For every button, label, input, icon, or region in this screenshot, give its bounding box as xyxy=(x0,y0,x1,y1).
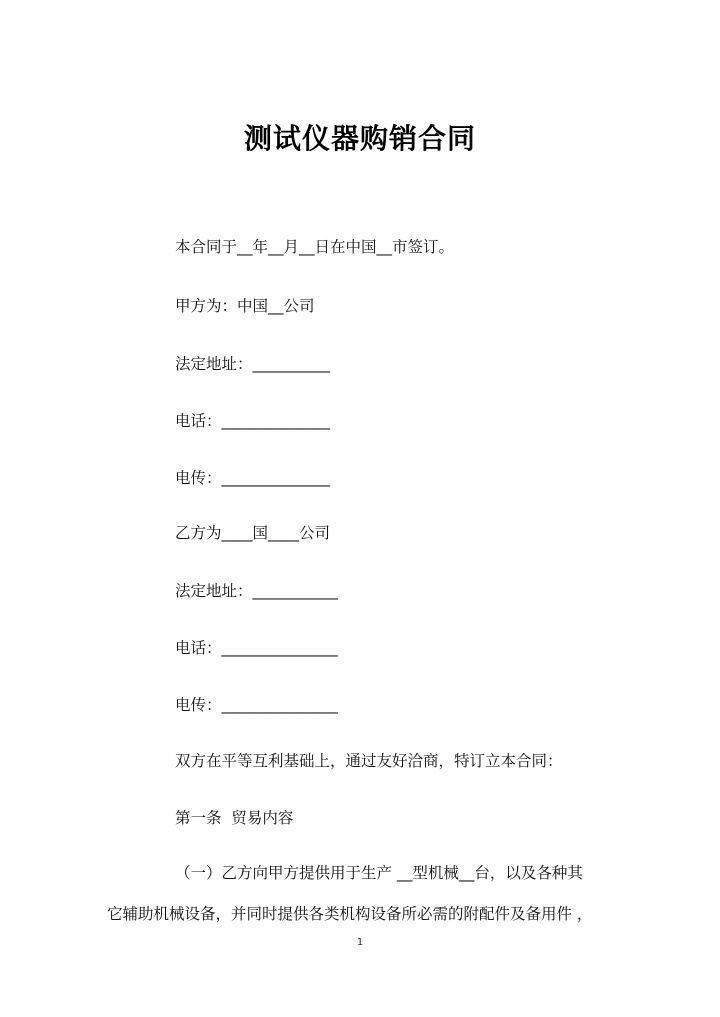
party-b-name: 乙方为____国____公司 xyxy=(175,524,331,542)
page-number: 1 xyxy=(356,937,364,948)
agreement-statement: 双方在平等互利基础上，通过友好洽商，特订立本合同： xyxy=(175,752,563,770)
party-a-telex: 电传：______________ xyxy=(175,469,331,487)
party-b-telex: 电传：_______________ xyxy=(175,696,338,714)
article-one-heading: 第一条 贸易内容 xyxy=(175,809,294,827)
article-one-paragraph-line-2: 它辅助机械设备，并同时提供各类机构设备所必需的附配件及备用件 ， xyxy=(107,905,593,923)
party-b-address: 法定地址：___________ xyxy=(175,582,338,600)
party-a-phone: 电话：______________ xyxy=(175,412,331,430)
party-a-address: 法定地址：__________ xyxy=(175,355,331,373)
contract-signing-line: 本合同于__年__月__日在中国__市签订。 xyxy=(175,238,455,256)
article-one-paragraph-line-1: （一）乙方向甲方提供用于生产 __型机械__台，以及各种其 xyxy=(175,864,583,882)
party-a-name: 甲方为：中国__公司 xyxy=(175,297,315,315)
party-b-phone: 电话：_______________ xyxy=(175,639,338,657)
document-title: 测试仪器购销合同 xyxy=(243,122,476,155)
